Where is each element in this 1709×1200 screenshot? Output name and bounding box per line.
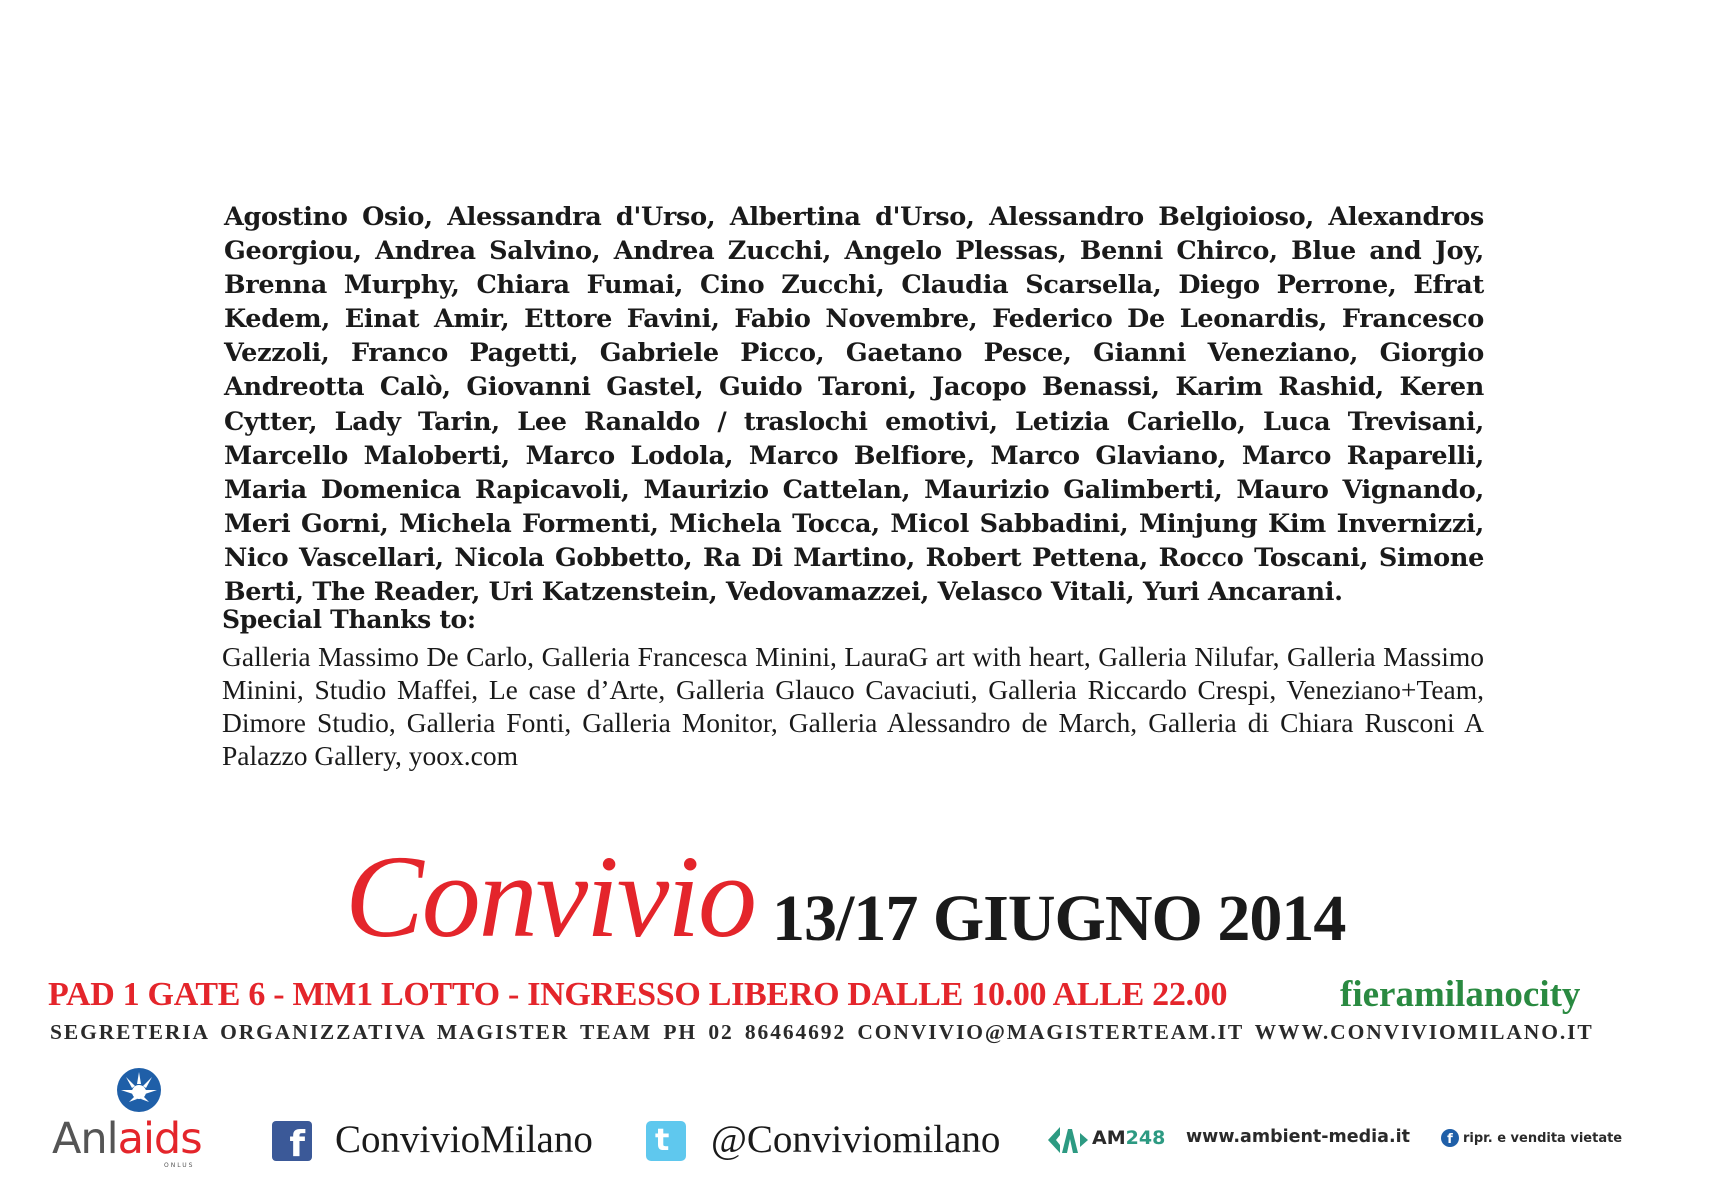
ambient-media-url[interactable]: www.ambient-media.it (1186, 1127, 1411, 1147)
special-thanks-list: Galleria Massimo De Carlo, Galleria Francesca Minini, LauraG art with heart, Galleria Nilufar, Galleria Massimo Minini, Studio Maffei, Le case d’Arte, Galleria Glauco Cavaciuti, Galleria Riccardo Crespi, Veneziano+Team, Dimore Studio, Galleria Fonti, Galleria Monitor, Galleria Alessandro de March, Galleria di Chiara Rusconi A Palazzo Gallery, yoox.com (222, 641, 1484, 771)
anlaids-prefix: Anl (52, 1114, 118, 1164)
twitter-icon[interactable]: t (646, 1121, 686, 1161)
special-thanks-title: Special Thanks to: (222, 605, 476, 634)
anlaids-accent: aids (117, 1114, 202, 1164)
event-dates: 13/17 GIUGNO 2014 (772, 882, 1346, 955)
venue-name: fieramilanocity (1340, 974, 1581, 1015)
artist-list: Agostino Osio, Alessandra d'Urso, Albertina d'Urso, Alessandro Belgioioso, Alexandros Georgiou, Andrea Salvino, Andrea Zucchi, Angelo Plessas, Benni Chirco, Blue and Joy, Brenna Murphy, Chiara Fumai, Cino Zucchi, Claudia Scarsella, Diego Perrone, Efrat Kedem, Einat Amir, Ettore Favini, Fabio Novembre, Federico De Leonardis, Francesco Vezzoli, Franco Pagetti, Gabriele Picco, Gaetano Pesce, Gianni Veneziano, Giorgio Andreotta Calò, Giovanni Gastel, Guido Taroni, Jacopo Benassi, Karim Rashid, Keren Cytter, Lady Tarin, Lee Ranaldo / traslochi emotivi, Letizia Cariello, Luca Trevisani, Marcello Maloberti, Marco Lodola, Marco Belfiore, Marco Glaviano, Marco Raparelli, Maria Domenica Rapicavoli, Maurizio Cattelan, Maurizio Galimberti, Mauro Vignando, Meri Gorni, Michela Formenti, Michela Tocca, Micol Sabbadini, Minjung Kim Invernizzi, Nico Vascellari, Nicola Gobbetto, Ra Di Martino, Robert Pettena, Rocco Toscani, Simone Berti, The Reader, Uri Katzenstein, Vedovamazzei, Velasco Vitali, Yuri Ancarani. (224, 202, 1484, 608)
anlaids-logo (52, 1066, 222, 1169)
ripr-icon (1440, 1128, 1460, 1148)
location-info: PAD 1 GATE 6 - MM1 LOTTO - INGRESSO LIBERO DALLE 10.00 ALLE 22.00 (48, 976, 1228, 1013)
facebook-icon[interactable]: f (272, 1121, 312, 1161)
rights-notice: ripr. e vendita vietate (1463, 1131, 1623, 1146)
svg-text:f: f (1447, 1132, 1453, 1147)
am248-logo-icon (1046, 1125, 1090, 1155)
anlaids-logo-icon (115, 1066, 163, 1114)
anlaids-subtitle: ONLUS (164, 1162, 195, 1169)
am248-name: AM248 (1092, 1127, 1166, 1149)
twitter-handle[interactable]: @Conviviomilano (711, 1118, 1001, 1161)
facebook-handle[interactable]: ConvivioMilano (335, 1118, 593, 1161)
convivio-logo: Convivio (345, 831, 756, 962)
contact-info: SEGRETERIA ORGANIZZATIVA MAGISTER TEAM PH 02 86464692 CONVIVIO@MAGISTERTEAM.IT WWW.CONVIVIOMILANO.IT (50, 1020, 1594, 1044)
